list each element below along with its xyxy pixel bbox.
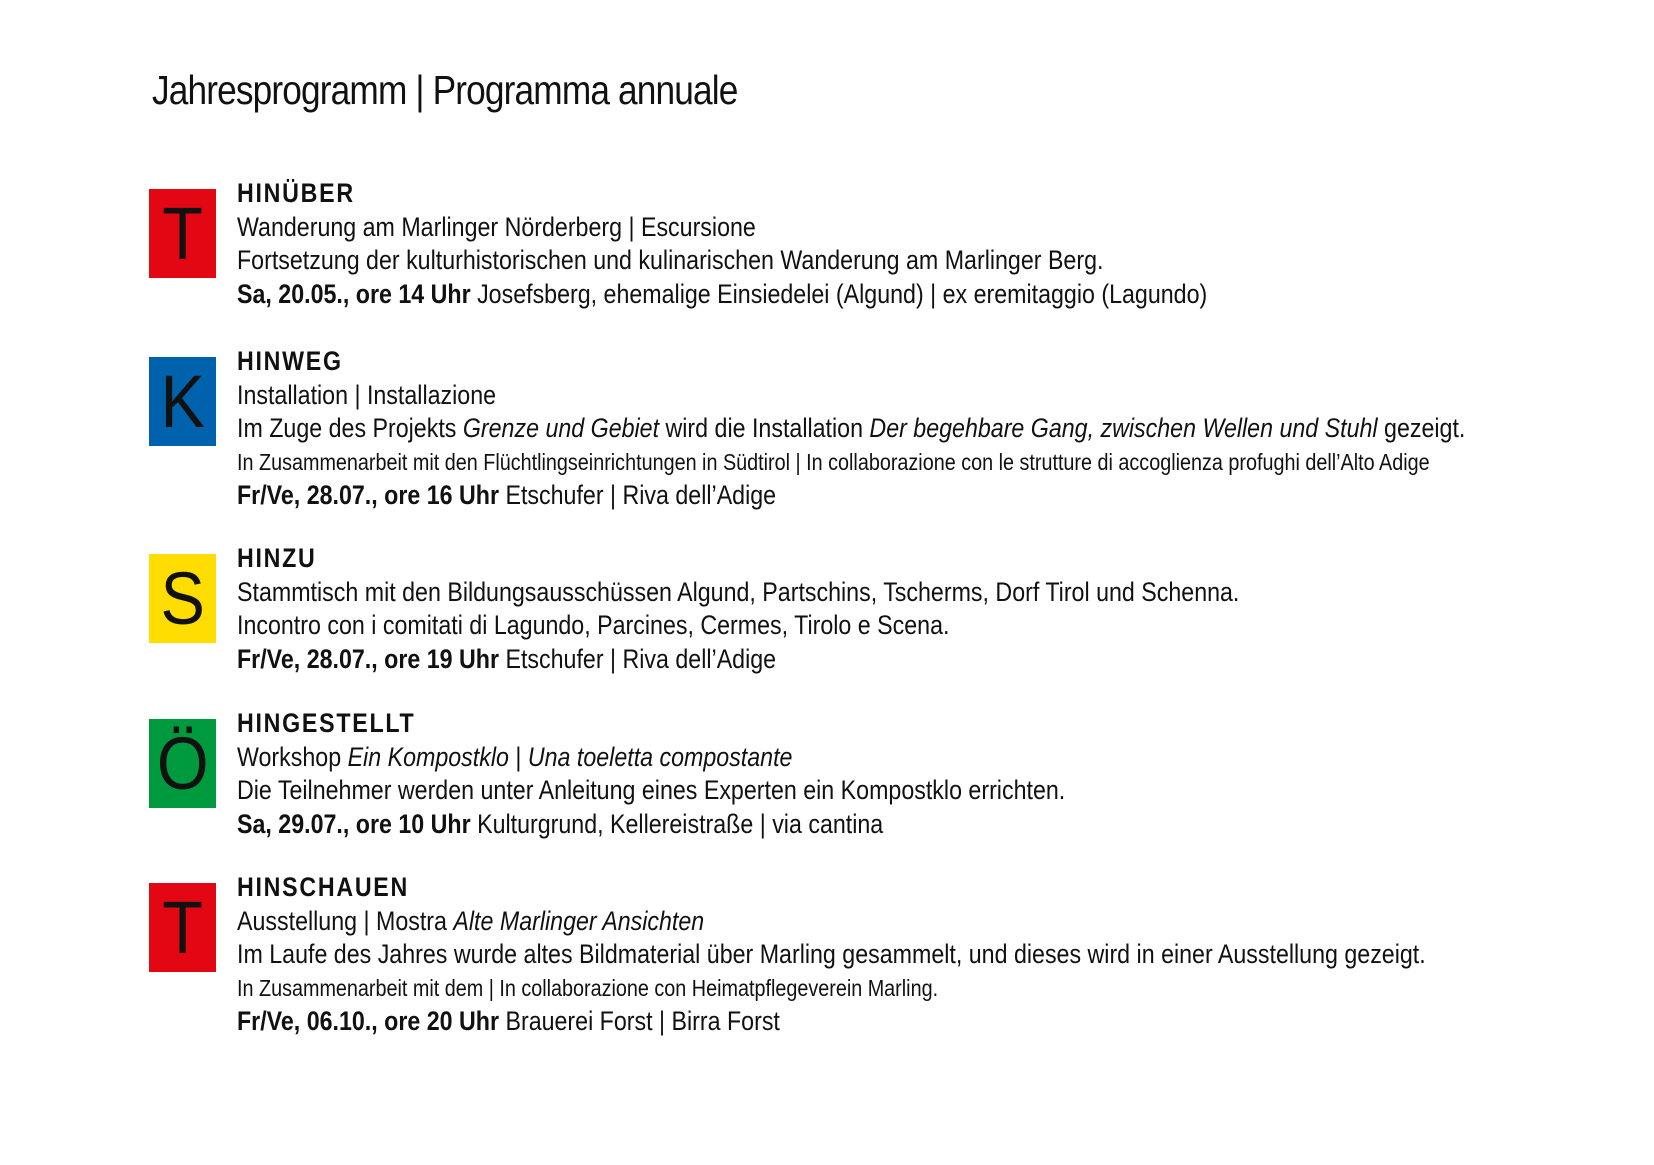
event-title: HINSCHAUEN [237,872,410,902]
workshop-title-de: Ein Kompostklo [347,741,509,772]
event-date-location [237,808,1065,842]
workshop-title-it: Una toeletta compostante [527,741,793,772]
event-location: Josefsberg, ehemalige Einsiedelei (Algund) | ex eremitaggio (Lagundo) [470,278,1208,309]
event-description: Die Teilnehmer werden unter Anleitung eines Experten ein Kompostklo errichten. [237,775,1066,805]
event-content [237,707,1065,841]
event-date-location [237,1005,1426,1039]
description-text: gezeigt. [1377,413,1466,443]
event-title: HINWEG [237,346,343,376]
event-date: Fr/Ve, 06.10., ore 20 Uhr [237,1006,500,1036]
event-subtitle [237,905,1426,939]
event-title: HINGESTELLT [237,708,416,738]
event-description-de: Stammtisch mit den Bildungsausschüssen Algund, Partschins, Tscherms, Dorf Tirol und Schenna. [237,576,1240,607]
event-location: Brauerei Forst | Birra Forst [499,1006,780,1036]
event-content [237,871,1426,1039]
event-content [237,345,1465,513]
event-content [237,542,1239,676]
event-date: Fr/Ve, 28.07., ore 16 Uhr [237,480,500,510]
exhibition-title: Alte Marlinger Ansichten [453,905,705,936]
event-badge [149,357,216,446]
event-location: Etschufer | Riva dell’Adige [499,643,777,674]
subtitle-text: Workshop [237,741,348,772]
subtitle-separator: | [508,741,528,772]
project-title: Grenze und Gebiet [462,413,660,443]
event-date: Sa, 29.07., ore 10 Uhr [237,808,471,839]
event-date: Fr/Ve, 28.07., ore 19 Uhr [237,643,500,674]
event-title: HINZU [237,543,317,573]
event-date-location [237,479,1465,513]
badge-letter: Ö [156,721,209,805]
event-date: Sa, 20.05., ore 14 Uhr [237,278,471,309]
subtitle-text: Ausstellung | Mostra [237,905,454,936]
event-subtitle [237,741,1065,775]
event-content [237,177,1207,311]
event-date-location [237,278,1207,312]
badge-letter: K [160,359,205,443]
page-title: Jahresprogramm | Programma annuale [152,67,738,113]
event-description: Fortsetzung der kulturhistorischen und kulinarischen Wanderung am Marlinger Berg. [237,245,1104,275]
event-location: Kulturgrund, Kellereistraße | via cantina [470,808,884,839]
event-badge [149,883,216,972]
event-note: In Zusammenarbeit mit dem | In collaborazione con Heimatpflegeverein Marling. [237,974,939,1001]
description-text: wird die Installation [659,413,870,443]
event-badge [149,719,216,808]
event-description [237,412,1465,446]
event-title: HINÜBER [237,178,355,208]
badge-letter: T [162,885,203,969]
event-subtitle: Wanderung am Marlinger Nörderberg | Escursione [237,211,756,242]
event-description-it: Incontro con i comitati di Lagundo, Parcines, Cermes, Tirolo e Scena. [237,610,950,640]
badge-letter: S [160,556,205,640]
event-description: Im Laufe des Jahres wurde altes Bildmaterial über Marling gesammelt, und dieses wird in einer Ausstellung gezeigt. [237,939,1426,969]
event-badge [149,554,216,643]
event-date-location [237,643,1239,677]
event-note: In Zusammenarbeit mit den Flüchtlingseinrichtungen in Südtirol | In collaborazione con le strutture di accoglienza profughi dell’Alto Adige [237,448,1430,475]
installation-title: Der begehbare Gang, zwischen Wellen und Stuhl [869,413,1378,443]
event-location: Etschufer | Riva dell’Adige [499,480,777,510]
event-subtitle: Installation | Installazione [237,379,497,410]
event-badge [149,189,216,278]
description-text: Im Zuge des Projekts [237,413,463,443]
badge-letter: T [162,191,203,275]
